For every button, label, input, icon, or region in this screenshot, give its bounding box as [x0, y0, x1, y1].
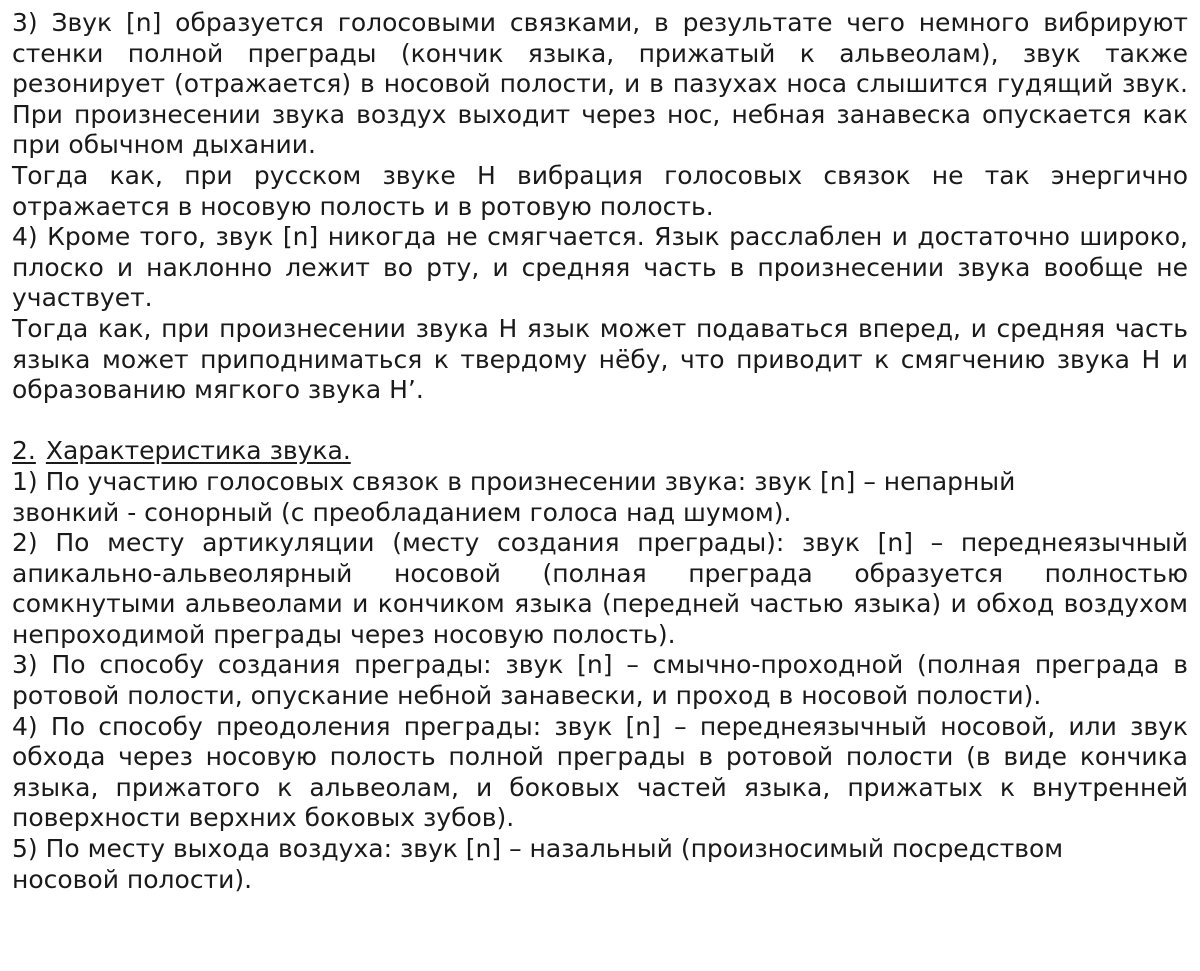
list-item-3-manner-creation: 3) По способу создания преграды: звук [n] – смычно-проходной (полная преграда в ротовой полости, опускание небной занавески, и проход в носовой полости). — [12, 650, 1188, 711]
paragraph-russian-n-softening: Тогда как, при произнесении звука Н язык может подаваться вперед, и средняя часть языка может приподниматься к твердому нёбу, что приводит к смягчению звука Н и образованию мягкого звука Н’. — [12, 313, 1188, 405]
list-item-2-place: 2) По месту артикуляции (месту создания преграды): звук [n] – переднеязычный апикально-альвеолярный носовой (полная преграда образуется полностью сомкнутыми альвеолами и кончиком языка (передней частью языка) и обход воздухом непроходимой преграды через носовую полость). — [12, 528, 1188, 649]
section-number: 2. — [12, 436, 36, 466]
list-item-4-manner-overcoming: 4) По способу преодоления преграды: звук [n] – переднеязычный носовой, или звук обхода через носовую полость полной преграды в ротовой полости (в виде кончика языка, прижатого к альвеолам, и боковых частей языка, прижатых к внутренней поверхности верхних боковых зубов). — [12, 711, 1188, 833]
list-item-5-airflow: 5) По месту выхода воздуха: звук [n] – назальный (произносимый посредством носовой полости). — [12, 834, 1064, 894]
list-item-1-voicing: 1) По участию голосовых связок в произнесении звука: звук [n] – непарный звонкий - сонорный (с преобладанием голоса над шумом). — [12, 466, 1016, 527]
blank-line — [12, 406, 1188, 437]
paragraph-russian-n-comparison: Тогда как, при русском звуке Н вибрация голосовых связок не так энергично отражается в носовую полость и в ротовую полость. — [12, 160, 1188, 221]
section-title: Характеристика звука. — [45, 436, 351, 466]
paragraph-3-vocal-cords: 3) Звук [n] образуется голосовыми связками, в результате чего немного вибрируют стенки полной преграды (кончик языка, прижатый к альвеолам), звук также резонирует (отражается) в носовой полости, и в пазухах носа слышится гудящий звук. При произнесении звука воздух выходит через нос, небная занавеска опускается как при обычном дыхании. — [12, 8, 1188, 160]
paragraph-4-no-softening: 4) Кроме того, звук [n] никогда не смягчается. Язык расслаблен и достаточно широко, плоско и наклонно лежит во рту, и средняя часть в произнесении звука вообще не участвует. — [12, 222, 1188, 313]
section-heading — [12, 436, 1188, 467]
